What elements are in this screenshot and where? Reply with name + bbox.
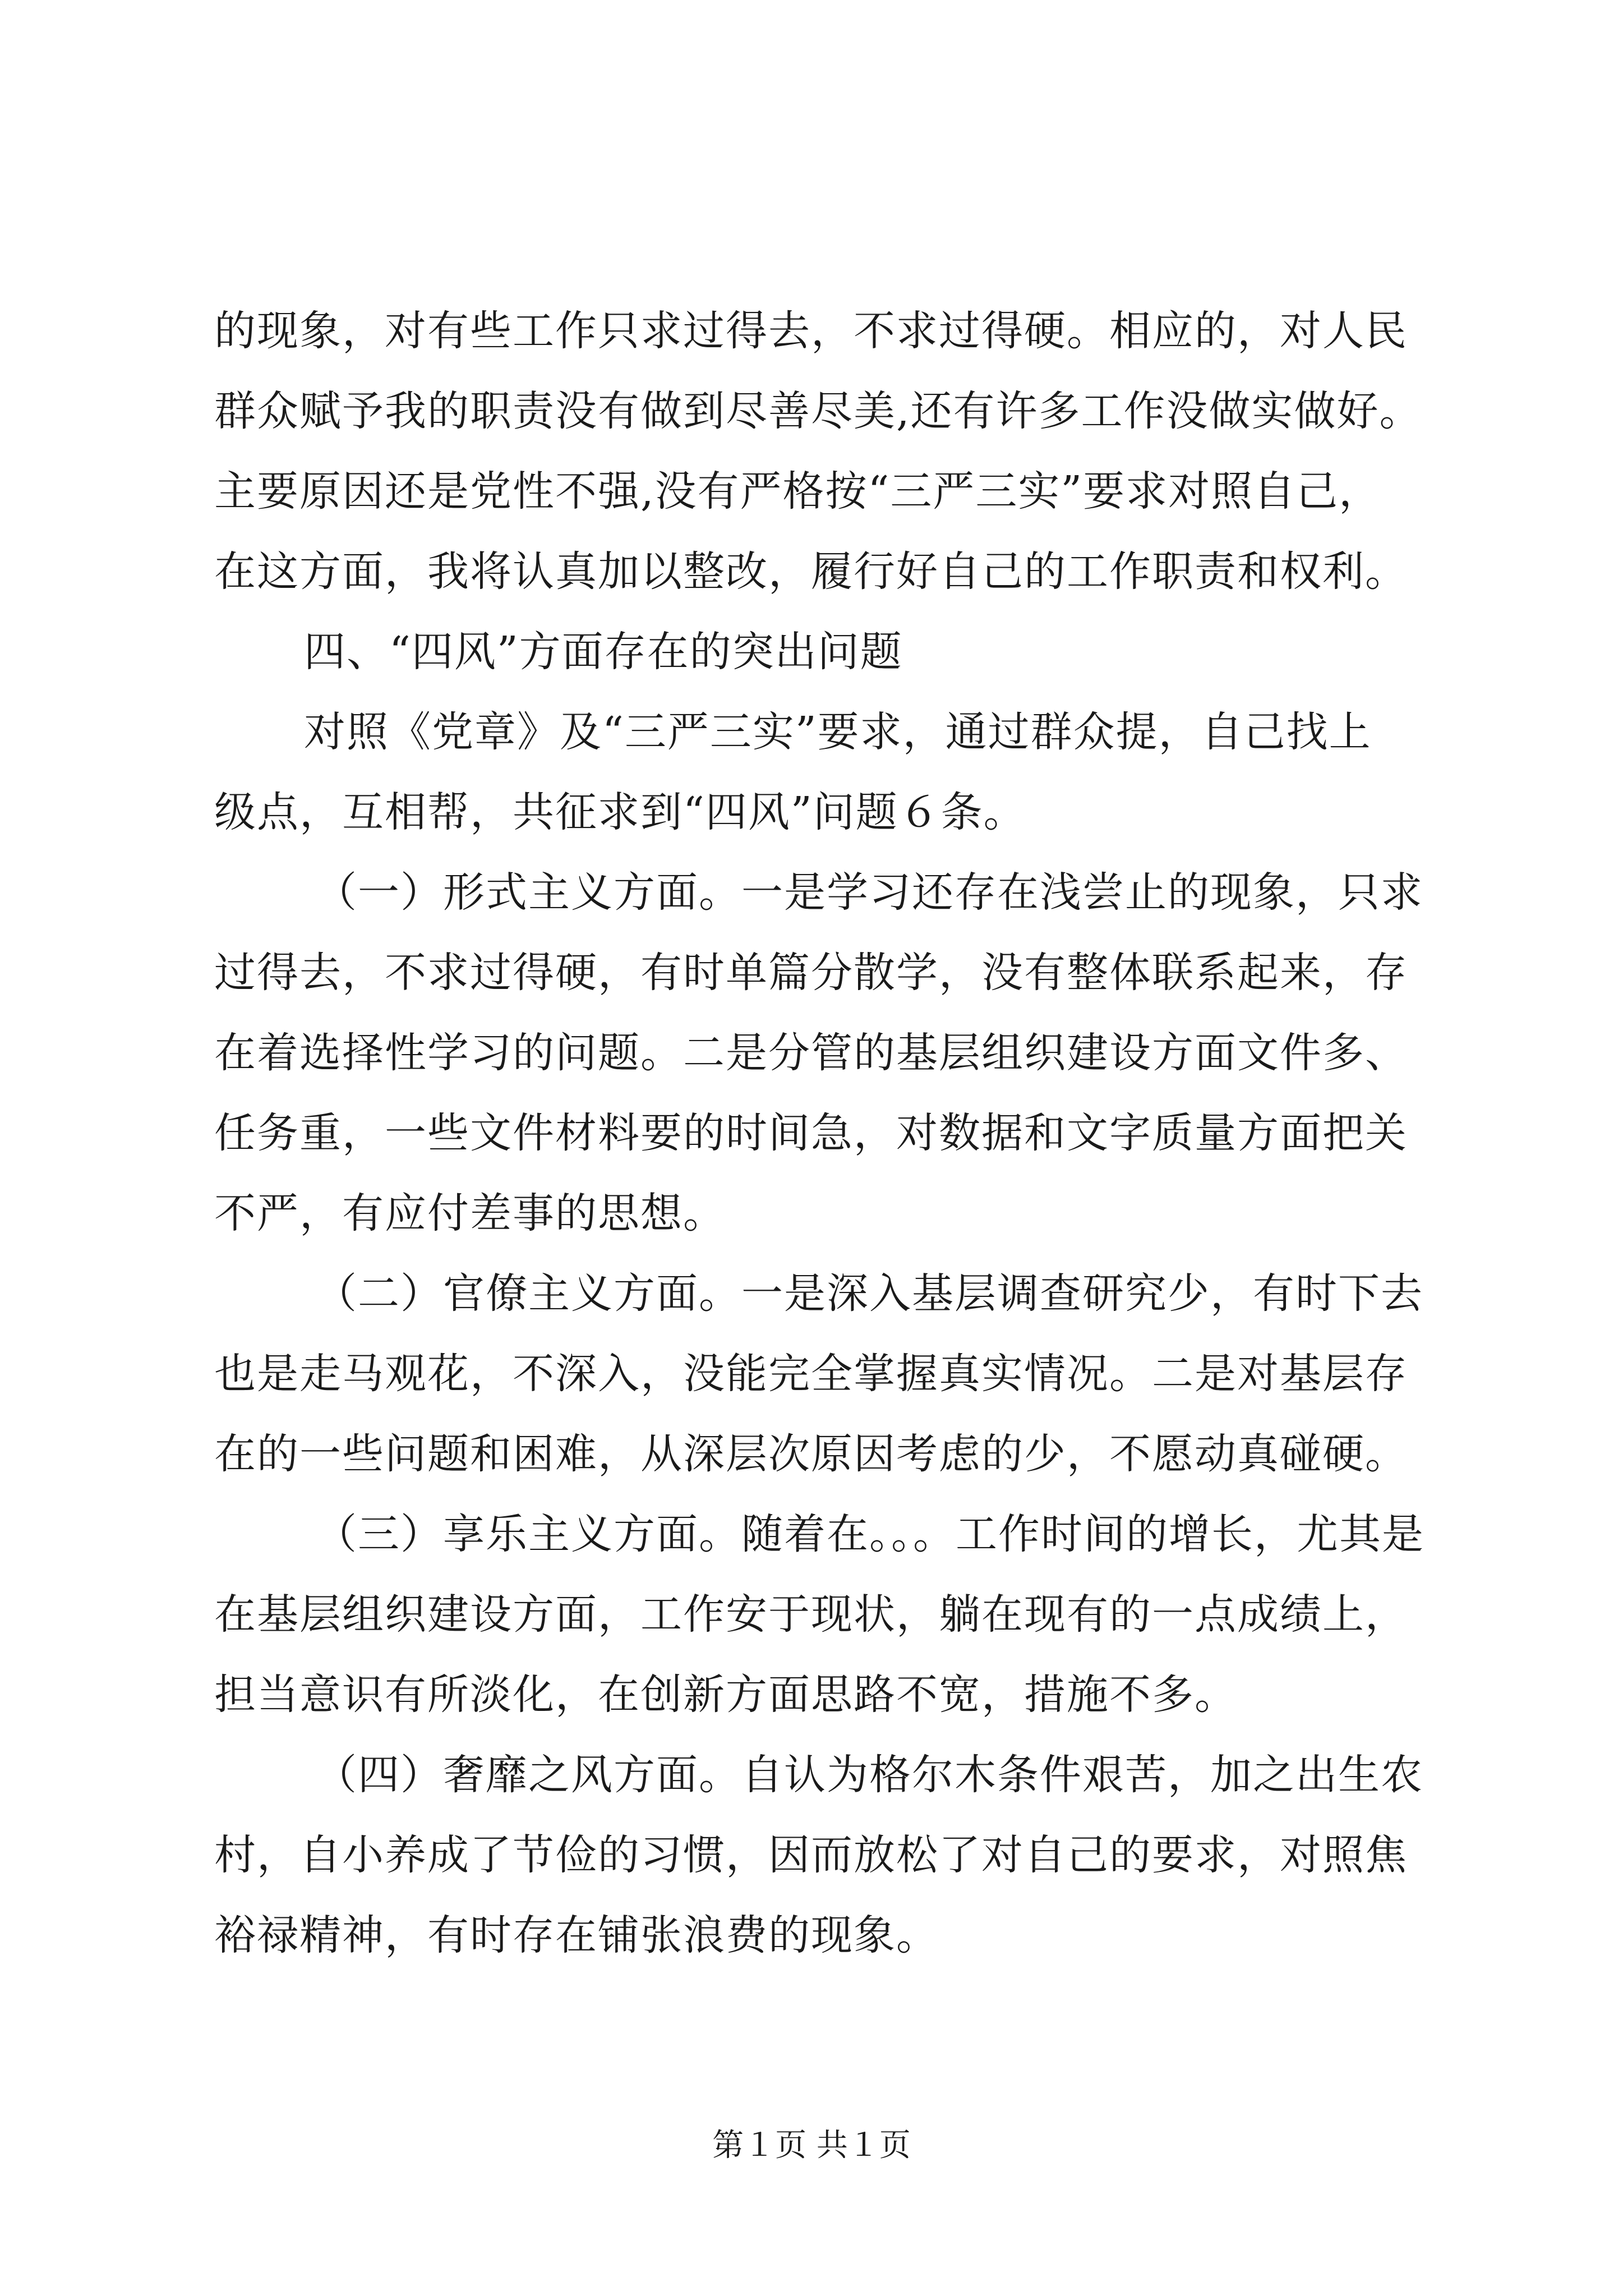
paragraph-line: 的现象，对有些工作只求过得去，不求过得硬。相应的，对人民 (214, 307, 1408, 355)
paragraph-line: 不严，有应付差事的思想。 (214, 1189, 726, 1237)
paragraph-line: 级点，互相帮，共征求到“四风”问题６条。 (214, 788, 1026, 836)
paragraph-line: （三）享乐主义方面。随着在。。。工作时间的增长，尤其是 (315, 1510, 1424, 1558)
section-heading: 四、“四风”方面存在的突出问题 (304, 628, 903, 676)
paragraph-line: 任务重，一些文件材料要的时间急，对数据和文字质量方面把关 (214, 1109, 1408, 1157)
paragraph-line: 在这方面，我将认真加以整改，履行好自己的工作职责和权利。 (214, 547, 1408, 596)
paragraph-line: （二）官僚主义方面。一是深入基层调查研究少，有时下去 (315, 1269, 1423, 1318)
paragraph-line: 对照《党章》及“三严三实”要求，通过群众提，自己找上 (304, 708, 1372, 756)
paragraph-line: 群众赋予我的职责没有做到尽善尽美,还有许多工作没做实做好。 (214, 387, 1422, 435)
paragraph-line: 村，自小养成了节俭的习惯，因而放松了对自己的要求，对照焦 (214, 1831, 1408, 1879)
paragraph-line: 在的一些问题和困难，从深层次原因考虑的少，不愿动真碰硬。 (214, 1430, 1408, 1478)
paragraph-line: 过得去，不求过得硬，有时单篇分散学，没有整体联系起来，存 (214, 949, 1408, 997)
page-number-footer: 第１页 共１页 (712, 2127, 911, 2164)
paragraph-line: 也是走马观花，不深入，没能完全掌握真实情况。二是对基层存 (214, 1350, 1408, 1398)
paragraph-line: （一）形式主义方面。一是学习还存在浅尝止的现象，只求 (315, 868, 1423, 917)
paragraph-line: 裕禄精神，有时存在铺张浪费的现象。 (214, 1911, 939, 1959)
paragraph-line: 担当意识有所淡化，在创新方面思路不宽，措施不多。 (214, 1671, 1237, 1719)
paragraph-line: （四）奢靡之风方面。自认为格尔木条件艰苦，加之出生农 (315, 1751, 1423, 1799)
paragraph-line: 主要原因还是党性不强,没有严格按“三严三实”要求对照自己， (214, 467, 1382, 516)
paragraph-line: 在着选择性学习的问题。二是分管的基层组织建设方面文件多、 (214, 1029, 1408, 1077)
paragraph-line: 在基层组织建设方面，工作安于现状，躺在现有的一点成绩上， (214, 1590, 1408, 1639)
